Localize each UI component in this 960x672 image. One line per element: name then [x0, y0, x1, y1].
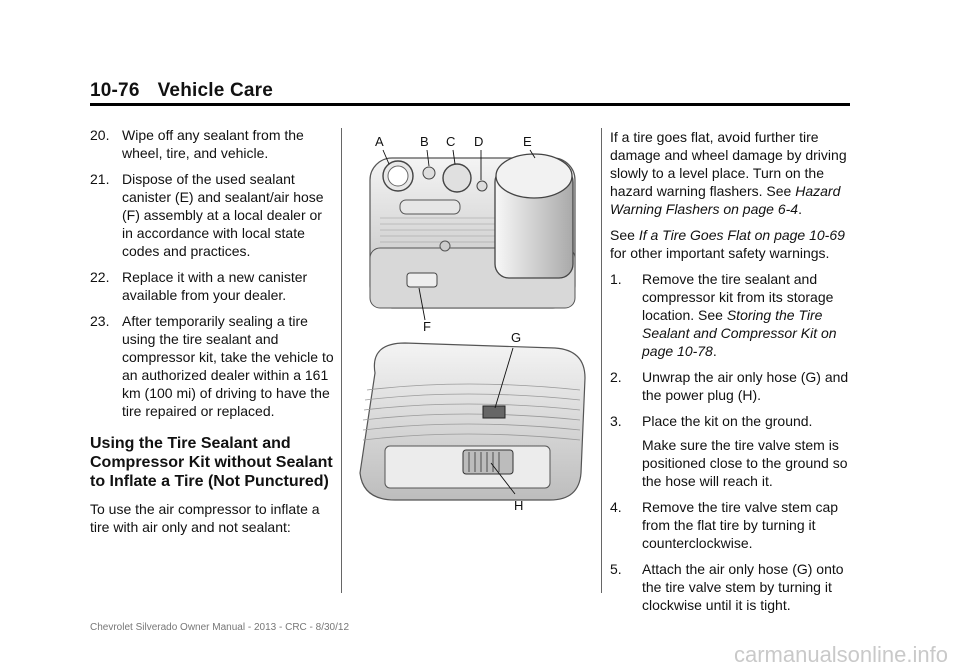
right-column — [610, 128, 855, 622]
page-header — [90, 80, 273, 102]
label-e: E — [523, 134, 532, 149]
item-text: Replace it with a new canister available from your dealer. — [122, 269, 308, 303]
item-text — [642, 270, 855, 360]
item-text: Dispose of the used sealant canister (E) and sealant/air hose (F) assembly at a local dealer or in accordance with local state codes and practices. — [122, 171, 324, 259]
cross-reference-link[interactable]: Storing the Tire Sealant and Compressor Kit on page 10-78 — [642, 307, 837, 359]
punct: . — [798, 201, 802, 217]
item-number: 1. — [610, 271, 622, 287]
list-item — [610, 498, 855, 552]
header-rule — [90, 103, 850, 106]
item-number: 3. — [610, 413, 622, 429]
item-text: After temporarily sealing a tire using the tire sealant and compressor kit, take the vehicle to an authorized dealer within a 161 km (100 mi) of driving to have the tire repaired or replaced. — [122, 313, 334, 419]
item-number: 21. — [90, 171, 110, 187]
section-heading: Using the Tire Sealant and Compressor Kit without Sealant to Inflate a Tire (Not Punctured) — [90, 435, 333, 490]
intro-paragraph — [610, 128, 855, 218]
section-intro: To use the air compressor to inflate a tire with air only and not sealant: — [90, 501, 320, 535]
label-a: A — [375, 134, 384, 149]
list-item — [90, 268, 335, 304]
list-item — [610, 560, 855, 614]
label-c: C — [446, 134, 456, 149]
item-number: 22. — [90, 269, 110, 285]
list-item — [610, 412, 855, 430]
label-d: D — [474, 134, 484, 149]
label-h: H — [514, 498, 524, 513]
item-text: Wipe off any sealant from the wheel, tire, and vehicle. — [122, 127, 304, 161]
left-column — [90, 126, 335, 544]
paragraph-text: for other important safety warnings. — [610, 245, 830, 261]
label-f: F — [423, 319, 431, 334]
compressor-top-view — [370, 154, 575, 308]
page-number: 10-76 — [90, 80, 140, 101]
item-number: 20. — [90, 127, 110, 143]
compressor-bottom-view — [360, 343, 585, 500]
label-g: G — [511, 330, 522, 345]
paragraph-text: See — [610, 227, 639, 243]
see-also-paragraph — [610, 226, 855, 262]
page-footer: Chevrolet Silverado Owner Manual - 2013 - CRC - 8/30/12 — [90, 622, 350, 633]
cross-reference-link[interactable]: If a Tire Goes Flat on page 10-69 — [638, 227, 845, 243]
label-b: B — [420, 134, 429, 149]
list-item — [90, 126, 335, 162]
item-number: 4. — [610, 499, 622, 515]
item-text: Unwrap the air only hose (G) and the power plug (H). — [642, 369, 849, 403]
compressor-kit-illustration — [345, 128, 600, 528]
list-item — [610, 368, 855, 404]
list-item — [90, 170, 335, 260]
punct: . — [712, 343, 717, 359]
item-number: 23. — [90, 313, 110, 329]
column-divider-left — [341, 128, 342, 593]
list-item — [90, 312, 335, 420]
section-title: Vehicle Care — [157, 80, 274, 101]
item-number: 2. — [610, 369, 622, 385]
cross-reference-link[interactable]: Hazard Warning Flashers on page 6-4 — [610, 183, 841, 217]
item-text: Place the kit on the ground. — [642, 413, 813, 429]
item-text: Remove the tire valve stem cap from the flat tire by turning it counterclockwise. — [642, 499, 839, 551]
step-text: Remove the tire sealant and compressor kit from its storage location. See — [642, 271, 834, 323]
item-number: 5. — [610, 561, 622, 577]
item-text: Attach the air only hose (G) onto the tire valve stem by turning it clockwise until it is tight. — [642, 561, 844, 613]
step-note: Make sure the tire valve stem is positioned close to the ground so the hose will reach it. — [642, 437, 848, 489]
list-item — [610, 270, 855, 360]
watermark: carmanualsonline.info — [733, 642, 948, 667]
paragraph-text: If a tire goes flat, avoid further tire damage and wheel damage by driving slowly to a level place. Turn on the hazard warning flashers. See — [610, 129, 847, 199]
column-divider-right — [601, 128, 602, 593]
